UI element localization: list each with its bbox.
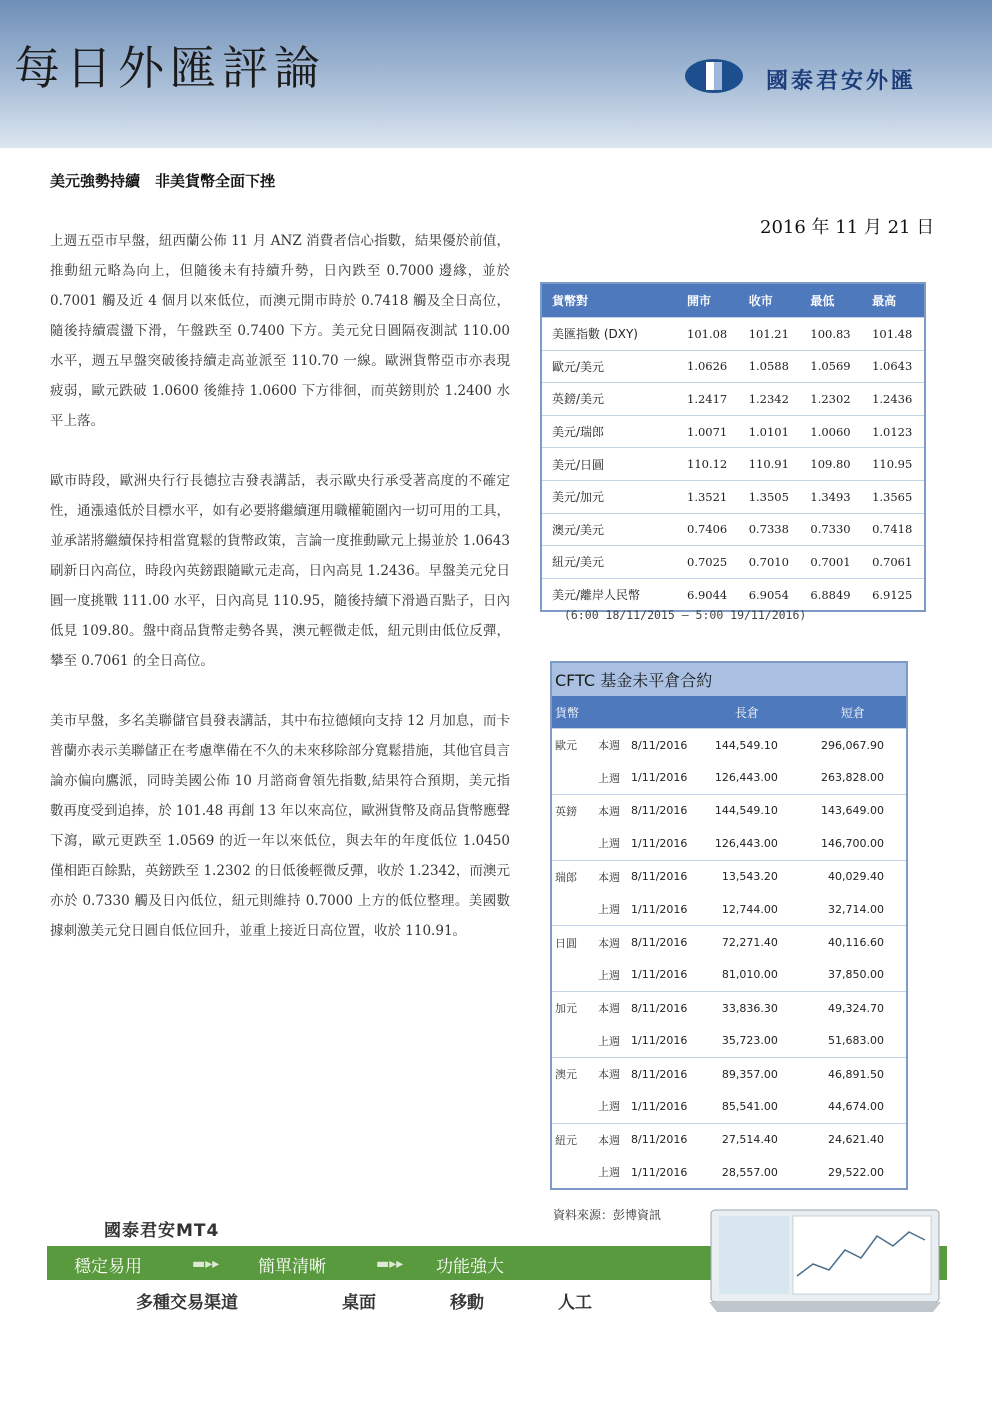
long-position-cell: 81,010.00 [721, 968, 778, 982]
low-cell: 100.83 [800, 318, 862, 351]
low-cell: 1.0569 [800, 350, 862, 383]
long-position-cell: 13,543.20 [694, 860, 800, 893]
currency-cell [551, 893, 588, 926]
week-cell: 本週 [588, 1057, 630, 1090]
table-row [551, 926, 907, 959]
short-position-cell: 44,674.00 [828, 1099, 884, 1113]
column-header: 開市 [677, 283, 739, 318]
banner-title: 國泰君安MT4 [104, 1221, 220, 1241]
brand-name: 國泰君安外匯 [766, 68, 917, 94]
table-row [541, 513, 925, 546]
currency-cell: 瑞郎 [551, 860, 588, 893]
week-cell: 上週 [598, 1100, 620, 1114]
close-cell: 1.3505 [739, 480, 801, 513]
currency-pair-cell: 美匯指數 (DXY) [541, 318, 677, 351]
long-position-cell: 85,541.00 [721, 1099, 778, 1113]
report-date: 2016 年 11 月 21 日 [760, 217, 935, 238]
date-cell: 8/11/2016 [630, 794, 694, 827]
week-cell: 上週 [598, 771, 620, 785]
arrow-icon: ▬▸▸ [376, 1256, 404, 1272]
column-header: 長倉 [694, 696, 800, 729]
week-cell: 上週 [598, 903, 620, 917]
long-position-cell: 144,549.10 [694, 729, 800, 762]
week-cell: 上週 [598, 968, 620, 982]
short-position-cell: 24,621.40 [800, 1123, 907, 1156]
column-header: 短倉 [800, 696, 907, 729]
table-row [551, 761, 907, 794]
table-row [541, 350, 925, 383]
cftc-title: CFTC 基金未平倉合約 [551, 662, 907, 696]
currency-cell: 紐元 [551, 1123, 588, 1156]
currency-cell [551, 761, 588, 794]
date-cell: 1/11/2016 [631, 836, 688, 850]
short-position-cell: 29,522.00 [828, 1165, 884, 1179]
banner-feature: 功能強大 [436, 1257, 504, 1277]
fx-time-note: (6:00 18/11/2015 – 5:00 19/11/2016) [564, 608, 807, 622]
banner-feature: 穩定易用 [74, 1257, 142, 1277]
short-position-cell: 40,029.40 [800, 860, 907, 893]
article-paragraph: 美市早盤，多名美聯儲官員發表講話，其中布拉德傾向支持 12 月加息，而卡普蘭亦表示美聯儲正在考慮準備在不久的未來移除部分寬鬆措施，其他官員言論亦偏向鷹派，同時美國公佈 10 月諮商會領先指數,結果符合預期，美元指數再度受到追捧，於 101.48 再創 13 年以來高位，歐洲貨幣及商品貨幣應聲下瀉，歐元更跌至 1.0569 的近一年以來低位，與去年的年度低位 1.0450 僅相距百餘點，英鎊跌至 1.2302 的日低後輕微反彈，收於 1.2342，而澳元亦於 0.7330 觸及日內低位，紐元則維持 0.7000 上方的低位整理。美國數據刺激美元兌日圓自低位回升，並重上接近日高位置，收於 110.91。 [50, 713, 510, 939]
date-cell: 1/11/2016 [631, 771, 688, 785]
currency-pair-cell: 英鎊/美元 [541, 383, 677, 416]
currency-pair-cell: 美元/日圓 [541, 448, 677, 481]
low-cell: 1.0060 [800, 415, 862, 448]
low-cell: 1.2302 [800, 383, 862, 416]
article-paragraph: 上週五亞市早盤，紐西蘭公佈 11 月 ANZ 消費者信心指數，結果優於前值，推動紐元略為向上，但隨後未有持續升勢，日內跌至 0.7000 邊緣，並於 0.7001 觸及近 4 個月以來低位，而澳元開市時於 0.7418 觸及全日高位，隨後持續震盪下滑，午盤跌至 0.7400 下方。美元兌日圓隔夜測試 110.00 水平，週五早盤突破後持續走高並派至 110.70 一線。歐洲貨幣亞市亦表現疲弱，歐元跌破 1.0600 後維持 1.0600 下方徘徊，而英鎊則於 1.2400 水平上落。 [50, 233, 510, 429]
open-cell: 6.9044 [677, 578, 739, 611]
high-cell: 1.2436 [862, 383, 925, 416]
open-cell: 1.3521 [677, 480, 739, 513]
short-position-cell: 37,850.00 [828, 968, 884, 982]
short-position-cell: 51,683.00 [828, 1034, 884, 1048]
banner-channel: 桌面 [342, 1293, 376, 1313]
close-cell: 1.0101 [739, 415, 801, 448]
article-paragraph: 歐市時段，歐洲央行行長德拉吉發表講話，表示歐央行承受著高度的不確定性，通漲遠低於目標水平，如有必要將繼續運用職權範圍內一切可用的工具，並承諾將繼續保持相當寬鬆的貨幣政策，言論一度推動歐元上揚並於 1.0643 刷新日內高位，時段內英鎊跟隨歐元走高，日內高見 1.2436。早盤美元兌日圓一度挑戰 111.00 水平，日內高見 110.95，隨後持續下滑過百點子，日內低見 109.80。盤中商品貨幣走勢各異，澳元輕微走低，紐元則由低位反彈，攀至 0.7061 的全日高位。 [50, 473, 510, 669]
currency-cell [551, 1090, 588, 1123]
date-cell: 8/11/2016 [630, 926, 694, 959]
table-row [551, 893, 907, 926]
currency-cell: 歐元 [551, 729, 588, 762]
date-cell: 1/11/2016 [631, 902, 688, 916]
date-cell: 1/11/2016 [631, 1165, 688, 1179]
week-cell: 本週 [588, 926, 630, 959]
table-row [551, 992, 907, 1025]
short-position-cell: 146,700.00 [821, 836, 884, 850]
low-cell: 1.3493 [800, 480, 862, 513]
column-header: 最低 [800, 283, 862, 318]
high-cell: 6.9125 [862, 578, 925, 611]
open-cell: 1.0626 [677, 350, 739, 383]
banner-channel: 移動 [450, 1293, 484, 1313]
table-row [541, 578, 925, 611]
open-cell: 0.7025 [677, 546, 739, 579]
long-position-cell: 126,443.00 [714, 836, 778, 850]
table-row [551, 1057, 907, 1090]
open-cell: 1.2417 [677, 383, 739, 416]
column-header: 貨幣 [551, 696, 588, 729]
date-cell: 1/11/2016 [631, 1099, 688, 1113]
banner-channel: 多種交易渠道 [136, 1293, 238, 1313]
high-cell: 1.0643 [862, 350, 925, 383]
high-cell: 1.0123 [862, 415, 925, 448]
table-row [551, 729, 907, 762]
arrow-icon: ▬▸▸ [192, 1256, 220, 1272]
low-cell: 0.7001 [800, 546, 862, 579]
table-row [541, 546, 925, 579]
long-position-cell: 35,723.00 [721, 1034, 778, 1048]
table-row [541, 383, 925, 416]
table-row [551, 1156, 907, 1189]
high-cell: 0.7418 [862, 513, 925, 546]
cftc-table [550, 661, 908, 1190]
high-cell: 101.48 [862, 318, 925, 351]
data-source: 資料來源：彭博資訊 [553, 1208, 662, 1222]
open-cell: 0.7406 [677, 513, 739, 546]
currency-pair-cell: 美元/瑞郎 [541, 415, 677, 448]
short-position-cell: 40,116.60 [800, 926, 907, 959]
week-cell: 本週 [588, 992, 630, 1025]
currency-cell [551, 827, 588, 860]
table-row [551, 1090, 907, 1123]
banner-feature: 簡單清晰 [258, 1257, 326, 1277]
high-cell: 1.3565 [862, 480, 925, 513]
open-cell: 1.0071 [677, 415, 739, 448]
close-cell: 110.91 [739, 448, 801, 481]
high-cell: 0.7061 [862, 546, 925, 579]
currency-pair-cell: 澳元/美元 [541, 513, 677, 546]
table-row [541, 480, 925, 513]
date-cell: 8/11/2016 [630, 1057, 694, 1090]
week-cell: 上週 [598, 1166, 620, 1180]
page-title: 每日外匯評論 [14, 41, 326, 95]
close-cell: 1.2342 [739, 383, 801, 416]
currency-pair-cell: 美元/離岸人民幣 [541, 578, 677, 611]
table-row [551, 1025, 907, 1058]
open-cell: 101.08 [677, 318, 739, 351]
week-cell: 本週 [588, 860, 630, 893]
table-row [551, 827, 907, 860]
date-cell: 8/11/2016 [630, 1123, 694, 1156]
page-header [0, 0, 992, 148]
week-cell: 本週 [588, 1123, 630, 1156]
open-cell: 110.12 [677, 448, 739, 481]
low-cell: 0.7330 [800, 513, 862, 546]
week-cell: 上週 [598, 837, 620, 851]
long-position-cell: 126,443.00 [714, 771, 778, 785]
short-position-cell: 49,324.70 [800, 992, 907, 1025]
close-cell: 6.9054 [739, 578, 801, 611]
close-cell: 101.21 [739, 318, 801, 351]
table-row [551, 959, 907, 992]
currency-pair-cell: 紐元/美元 [541, 546, 677, 579]
currency-cell: 澳元 [551, 1057, 588, 1090]
long-position-cell: 89,357.00 [694, 1057, 800, 1090]
date-cell: 8/11/2016 [630, 860, 694, 893]
table-row [541, 448, 925, 481]
article-headline: 美元強勢持續 非美貨幣全面下挫 [50, 172, 276, 190]
table-row [541, 415, 925, 448]
article-body [50, 226, 510, 976]
currency-cell [551, 1156, 588, 1189]
currency-pair-cell: 歐元/美元 [541, 350, 677, 383]
week-cell: 上週 [598, 1034, 620, 1048]
currency-cell [551, 1025, 588, 1058]
short-position-cell: 296,067.90 [800, 729, 907, 762]
long-position-cell: 144,549.10 [694, 794, 800, 827]
week-cell: 本週 [588, 794, 630, 827]
long-position-cell: 33,836.30 [694, 992, 800, 1025]
column-header: 收市 [739, 283, 801, 318]
table-row [541, 318, 925, 351]
table-header-row [541, 283, 925, 318]
table-row [551, 860, 907, 893]
date-cell: 1/11/2016 [631, 968, 688, 982]
close-cell: 1.0588 [739, 350, 801, 383]
currency-cell: 英鎊 [551, 794, 588, 827]
table-row [551, 794, 907, 827]
currency-cell [551, 959, 588, 992]
fx-rates-table [540, 282, 926, 612]
currency-cell: 加元 [551, 992, 588, 1025]
high-cell: 110.95 [862, 448, 925, 481]
banner-channel: 人工 [558, 1293, 592, 1313]
column-header: 貨幣對 [541, 283, 677, 318]
low-cell: 109.80 [800, 448, 862, 481]
long-position-cell: 28,557.00 [721, 1165, 778, 1179]
close-cell: 0.7010 [739, 546, 801, 579]
short-position-cell: 32,714.00 [828, 902, 884, 916]
close-cell: 0.7338 [739, 513, 801, 546]
short-position-cell: 46,891.50 [800, 1057, 907, 1090]
long-position-cell: 72,271.40 [694, 926, 800, 959]
short-position-cell: 143,649.00 [800, 794, 907, 827]
currency-pair-cell: 美元/加元 [541, 480, 677, 513]
long-position-cell: 27,514.40 [694, 1123, 800, 1156]
date-cell: 8/11/2016 [630, 992, 694, 1025]
brand-logo-icon [684, 56, 744, 96]
short-position-cell: 263,828.00 [821, 771, 884, 785]
date-cell: 8/11/2016 [630, 729, 694, 762]
low-cell: 6.8849 [800, 578, 862, 611]
table-header-row [551, 696, 907, 729]
long-position-cell: 12,744.00 [721, 902, 778, 916]
table-row [551, 1123, 907, 1156]
currency-cell: 日圓 [551, 926, 588, 959]
column-header: 最高 [862, 283, 925, 318]
trading-monitor-icon [705, 1206, 945, 1316]
date-cell: 1/11/2016 [631, 1034, 688, 1048]
week-cell: 本週 [588, 729, 630, 762]
